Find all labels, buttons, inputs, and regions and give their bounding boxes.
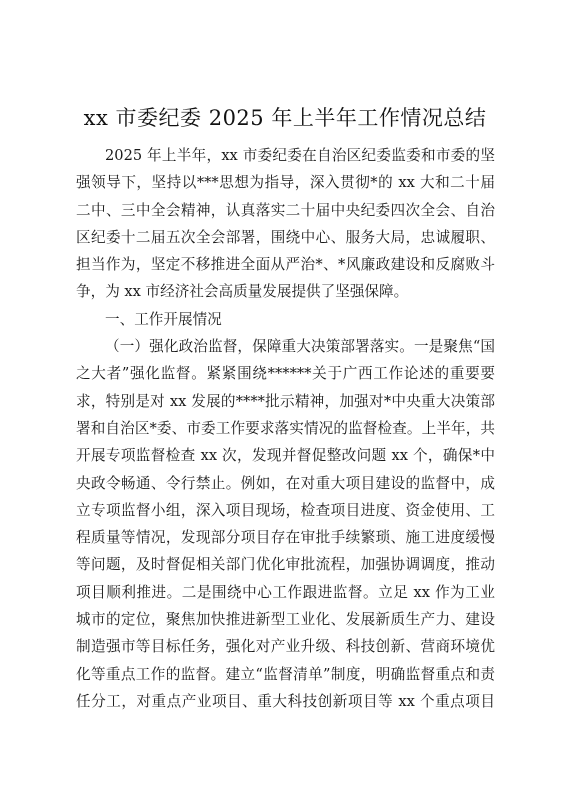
text-line: 制造强市等目标任务，强化对产业升级、科技创新、营商环境优 [76, 638, 495, 656]
text-line: 署和自治区*委、市委工作要求落实情况的监督检查。上半年，共 [76, 419, 495, 437]
text-line: 化等重点工作的监督。建立“监督清单”制度，明确监督重点和责 [76, 665, 495, 683]
text-line: （一）强化政治监督，保障重大决策部署落实。一是聚焦“国 [105, 338, 495, 356]
text-line: 求，特别是对 xx 发展的****批示精神，加强对*中央重大决策部 [76, 392, 495, 410]
text-line: 等问题，及时督促相关部门优化审批流程，加强协调调度，推动 [76, 556, 495, 574]
text-line: 任分工，对重点产业项目、重大科技创新项目等 xx 个重点项目 [76, 692, 495, 710]
text-line: 程质量等情况，发现部分项目存在审批手续繁琐、施工进度缓慢 [76, 529, 495, 547]
text-line: 城市的定位，聚焦加快推进新型工业化、发展新质生产力、建设 [76, 611, 495, 629]
intro-paragraph [76, 142, 495, 306]
text-line: 区纪委十二届五次全会部署，围绕中心、服务大局，忠诚履职、 [76, 228, 495, 246]
text-line: 之大者”强化监督。紧紧围绕******关于广西工作论述的重要要 [76, 365, 495, 383]
text-line: 强领导下，坚持以***思想为指导，深入贯彻*的 xx 大和二十届 [76, 174, 495, 192]
text-line: 二中、三中全会精神，认真落实二十届中央纪委四次全会、自治 [76, 201, 495, 219]
text-line: 项目顺利推进。二是围绕中心工作跟进监督。立足 xx 作为工业 [76, 583, 495, 601]
document-body [76, 142, 495, 715]
section-paragraph [76, 333, 495, 715]
document-title: xx 市委纪委 2025 年上半年工作情况总结 [83, 106, 487, 130]
section-heading: 一、工作开展情况 [105, 310, 222, 328]
text-line: 立专项监督小组，深入项目现场，检查项目进度、资金使用、工 [76, 501, 495, 519]
text-line: 2025 年上半年，xx 市委纪委在自治区纪委监委和市委的坚 [105, 147, 495, 164]
text-line: 开展专项监督检查 xx 次，发现并督促整改问题 xx 个，确保*中 [76, 447, 495, 465]
text-line: 央政令畅通、令行禁止。例如，在对重大项目建设的监督中，成 [76, 474, 495, 492]
text-line: 争，为 xx 市经济社会高质量发展提供了坚强保障。 [76, 283, 409, 301]
text-line: 担当作为，坚定不移推进全面从严治*、*风廉政建设和反腐败斗 [76, 256, 495, 274]
